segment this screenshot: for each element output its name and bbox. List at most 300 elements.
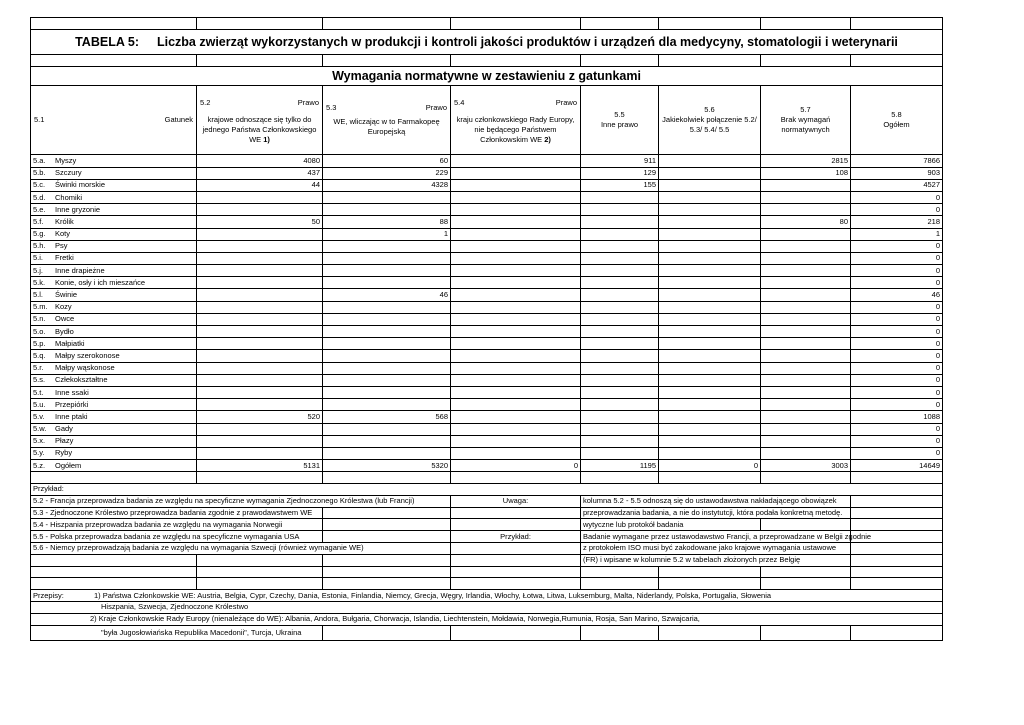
value-cell-c56 — [659, 191, 761, 203]
value-cell-c56 — [659, 386, 761, 398]
species-cell — [31, 216, 197, 228]
note-row — [31, 519, 943, 531]
value-cell-c58: 4527 — [851, 179, 943, 191]
species-name: Ogółem — [55, 460, 82, 470]
species-name: Kozy — [55, 302, 72, 312]
table-row — [31, 191, 943, 203]
value-cell-c58: 0 — [851, 277, 943, 289]
value-cell-c57 — [761, 374, 851, 386]
value-cell-c53: 88 — [323, 216, 451, 228]
value-cell-c57 — [761, 265, 851, 277]
header-code: 5.5 — [614, 110, 625, 120]
note-5-3: 5.3 - Zjednoczone Królestwo przeprowadza badania zgodnie z prawodawstwem WE — [31, 507, 323, 519]
species-name: Myszy — [55, 155, 77, 165]
header-text: Brak wymagań normatywnych — [780, 115, 831, 135]
note-row — [31, 507, 943, 519]
species-cell — [31, 265, 197, 277]
species-name: Psy — [55, 241, 68, 251]
value-cell-c52 — [197, 338, 323, 350]
value-cell-c55 — [581, 350, 659, 362]
species-code: 5.v. — [33, 411, 45, 421]
table-row — [31, 179, 943, 191]
value-cell-c52 — [197, 289, 323, 301]
species-code: 5.j. — [33, 265, 44, 275]
header-prawo: Prawo — [555, 98, 577, 108]
data-table — [30, 17, 943, 641]
footnote-2-text: 2) Kraje Członkowskie Rady Europy (nienależące do WE): Albania, Andora, Bułgaria, Chorwacja, Islandia, Liechtenstein, Mołdawia, Norwegia,Rumunia, Rosja, San Marino, Szwajcaria, — [90, 614, 700, 624]
value-cell-c53 — [323, 204, 451, 216]
note-uwaga-6: (FR) i wpisane w kolumnie 5.2 w tabelach złożonych przez Belgię — [581, 554, 851, 566]
value-cell-c52: 50 — [197, 216, 323, 228]
value-cell-c58: 0 — [851, 326, 943, 338]
header-label: Gatunek — [164, 115, 193, 125]
header-text: kraju członkowskiego Rady Europy, nie będącego Państwem Członkowskim WE — [456, 115, 575, 145]
value-cell-c55: 129 — [581, 167, 659, 179]
value-cell-c53: 568 — [323, 411, 451, 423]
value-cell-c56 — [659, 350, 761, 362]
value-cell-c57 — [761, 326, 851, 338]
header-code: 5.2 — [200, 98, 211, 108]
species-cell — [31, 423, 197, 435]
value-cell-c57 — [761, 423, 851, 435]
note-row — [31, 495, 943, 507]
species-rows — [31, 155, 943, 472]
value-cell-c52 — [197, 350, 323, 362]
table-row — [31, 350, 943, 362]
species-name: Koty — [55, 229, 71, 239]
value-cell-c54 — [451, 447, 581, 459]
value-cell-c57 — [761, 399, 851, 411]
value-cell-c56 — [659, 326, 761, 338]
species-cell — [31, 240, 197, 252]
value-cell-c58: 0 — [851, 447, 943, 459]
header-sup: 1) — [263, 135, 270, 145]
value-cell-c56 — [659, 338, 761, 350]
value-cell-c53 — [323, 362, 451, 374]
table-row — [31, 240, 943, 252]
species-code: 5.b. — [33, 168, 46, 178]
species-name: Szczury — [55, 168, 82, 178]
value-cell-c56 — [659, 447, 761, 459]
value-cell-c58: 1088 — [851, 411, 943, 423]
value-cell-c54 — [451, 167, 581, 179]
value-cell-c57: 108 — [761, 167, 851, 179]
value-cell-c53 — [323, 240, 451, 252]
value-cell-c52 — [197, 447, 323, 459]
value-cell-c55 — [581, 362, 659, 374]
species-code: 5.r. — [33, 363, 44, 373]
footnote-2b — [31, 625, 323, 640]
species-code: 5.z. — [33, 460, 46, 470]
header-code: 5.8 — [891, 110, 902, 120]
value-cell-c55: 911 — [581, 155, 659, 167]
note-uwaga-5: z protokołem ISO musi być zakodowane jako krajowe wymagania ustawowe — [581, 543, 851, 555]
header-text: krajowe odnoszące się tylko do jednego Państwa Członkowskiego — [202, 115, 317, 135]
value-cell-c52: 520 — [197, 411, 323, 423]
value-cell-c58: 0 — [851, 386, 943, 398]
value-cell-c52 — [197, 386, 323, 398]
table-row — [31, 289, 943, 301]
value-cell-c55 — [581, 313, 659, 325]
value-cell-c54 — [451, 435, 581, 447]
value-cell-c55 — [581, 435, 659, 447]
header-text: Ogółem — [883, 120, 910, 130]
value-cell-c54 — [451, 386, 581, 398]
header-sup: 2) — [544, 135, 551, 145]
footnote-row — [31, 590, 943, 602]
note-5-5: 5.5 - Polska przeprowadza badania ze względu na specyficzne wymagania USA — [31, 531, 323, 543]
value-cell-c56 — [659, 216, 761, 228]
species-code: 5.x. — [33, 436, 46, 446]
species-name: Człekokształtne — [55, 375, 108, 385]
value-cell-c53 — [323, 277, 451, 289]
note-row — [31, 554, 943, 566]
header-prawo: Prawo — [297, 98, 319, 108]
value-cell-c57: 2815 — [761, 155, 851, 167]
value-cell-c55 — [581, 228, 659, 240]
species-code: 5.p. — [33, 338, 46, 348]
note-row — [31, 484, 943, 496]
value-cell-c54 — [451, 326, 581, 338]
species-code: 5.a. — [33, 155, 46, 165]
table-label: TABELA 5: — [75, 35, 139, 50]
value-cell-c54 — [451, 289, 581, 301]
value-cell-c54 — [451, 216, 581, 228]
species-code: 5.q. — [33, 350, 46, 360]
value-cell-c52 — [197, 191, 323, 203]
blank-row — [31, 18, 943, 30]
blank-row — [31, 472, 943, 484]
species-name: Małpy wąskonose — [55, 363, 115, 373]
value-cell-c55 — [581, 191, 659, 203]
value-cell-c56 — [659, 411, 761, 423]
table-row — [31, 204, 943, 216]
species-name: Gady — [55, 424, 73, 434]
value-cell-c53: 229 — [323, 167, 451, 179]
value-cell-c54 — [451, 277, 581, 289]
species-code: 5.c. — [33, 180, 46, 190]
species-code: 5.t. — [33, 387, 44, 397]
species-code: 5.y. — [33, 448, 45, 458]
value-cell-c52: 4080 — [197, 155, 323, 167]
species-code: 5.m. — [33, 302, 48, 312]
table-row — [31, 326, 943, 338]
species-cell — [31, 460, 197, 472]
header-5-8 — [851, 86, 943, 155]
note-row — [31, 543, 943, 555]
value-cell-c58: 0 — [851, 399, 943, 411]
header-code: 5.3 — [326, 103, 337, 113]
value-cell-c54 — [451, 240, 581, 252]
species-cell — [31, 350, 197, 362]
value-cell-c52 — [197, 399, 323, 411]
value-cell-c57 — [761, 204, 851, 216]
species-cell — [31, 191, 197, 203]
species-cell — [31, 277, 197, 289]
table-row — [31, 277, 943, 289]
table-row — [31, 265, 943, 277]
value-cell-c54 — [451, 228, 581, 240]
value-cell-c56: 0 — [659, 460, 761, 472]
species-code: 5.k. — [33, 277, 46, 287]
header-row — [31, 86, 943, 155]
value-cell-c52 — [197, 301, 323, 313]
table-title-text: Liczba zwierząt wykorzystanych w produkcji i kontroli jakości produktów i urządzeń dla medycyny, stomatologii i weterynarii — [156, 35, 898, 50]
value-cell-c54 — [451, 374, 581, 386]
notes-section — [31, 472, 943, 640]
species-name: Świnie — [55, 290, 78, 300]
value-cell-c58: 903 — [851, 167, 943, 179]
species-code: 5.i. — [33, 253, 44, 263]
value-cell-c56 — [659, 423, 761, 435]
value-cell-c57 — [761, 301, 851, 313]
blank-row — [31, 566, 943, 578]
note-row — [31, 531, 943, 543]
value-cell-c56 — [659, 179, 761, 191]
note-5-4: 5.4 - Hiszpania przeprowadza badania ze względu na wymagania Norwegii — [31, 519, 323, 531]
species-name: Fretki — [55, 253, 74, 263]
table-row — [31, 399, 943, 411]
header-5-2 — [197, 86, 323, 155]
value-cell-c58: 0 — [851, 350, 943, 362]
value-cell-c55: 155 — [581, 179, 659, 191]
species-name: Małpiatki — [55, 338, 85, 348]
value-cell-c57 — [761, 338, 851, 350]
value-cell-c55 — [581, 252, 659, 264]
species-name: Ryby — [55, 448, 73, 458]
species-cell — [31, 204, 197, 216]
footnote-1 — [31, 590, 943, 602]
value-cell-c52 — [197, 435, 323, 447]
note-uwaga-label: Uwaga: — [451, 495, 581, 507]
species-cell — [31, 338, 197, 350]
value-cell-c57 — [761, 411, 851, 423]
header-code: 5.4 — [454, 98, 465, 108]
title-row — [31, 30, 943, 55]
value-cell-c58: 14649 — [851, 460, 943, 472]
species-cell — [31, 179, 197, 191]
species-cell — [31, 301, 197, 313]
species-name: Owce — [55, 314, 75, 324]
footnote-row — [31, 602, 943, 614]
value-cell-c57: 3003 — [761, 460, 851, 472]
value-cell-c54 — [451, 155, 581, 167]
blank-row — [31, 55, 943, 67]
species-cell — [31, 289, 197, 301]
value-cell-c54 — [451, 338, 581, 350]
value-cell-c52 — [197, 228, 323, 240]
value-cell-c52 — [197, 374, 323, 386]
header-5-6 — [659, 86, 761, 155]
value-cell-c54 — [451, 399, 581, 411]
note-uwaga-3: wytyczne lub protokół badania — [581, 519, 761, 531]
value-cell-c52 — [197, 277, 323, 289]
header-5-5 — [581, 86, 659, 155]
header-text: Inne prawo — [600, 120, 639, 130]
header-code: 5.7 — [800, 105, 811, 115]
value-cell-c58: 7866 — [851, 155, 943, 167]
value-cell-c53 — [323, 374, 451, 386]
value-cell-c58: 0 — [851, 252, 943, 264]
value-cell-c58: 0 — [851, 362, 943, 374]
note-uwaga-4: Badanie wymagane przez ustawodawstwo Francji, a przeprowadzane w Belgii zgodnie — [581, 531, 851, 543]
table-row — [31, 435, 943, 447]
value-cell-c52 — [197, 252, 323, 264]
value-cell-c54 — [451, 204, 581, 216]
table-row — [31, 313, 943, 325]
value-cell-c55 — [581, 423, 659, 435]
footnote-1-text: 1) Państwa Członkowskie WE: Austria, Belgia, Cypr, Czechy, Dania, Estonia, Finlandia, Niemcy, Grecja, Węgry, Irlandia, Włochy, Łotwa, Litwa, Luksemburg, Malta, Niderlandy, Polska, Portugalia, Słowenia — [93, 590, 772, 600]
species-cell — [31, 167, 197, 179]
value-cell-c55 — [581, 289, 659, 301]
value-cell-c55 — [581, 216, 659, 228]
value-cell-c53 — [323, 191, 451, 203]
species-cell — [31, 447, 197, 459]
value-cell-c56 — [659, 399, 761, 411]
species-name: Przepiórki — [55, 399, 89, 409]
value-cell-c52 — [197, 326, 323, 338]
species-name: Inne ptaki — [55, 411, 88, 421]
species-cell — [31, 374, 197, 386]
value-cell-c54 — [451, 301, 581, 313]
blank-row — [31, 578, 943, 590]
value-cell-c55 — [581, 326, 659, 338]
value-cell-c58: 0 — [851, 423, 943, 435]
footnote-row — [31, 625, 943, 640]
value-cell-c53: 5320 — [323, 460, 451, 472]
value-cell-c58: 46 — [851, 289, 943, 301]
value-cell-c55 — [581, 277, 659, 289]
header-text: WE, wliczając w to Farmakopeę Europejską — [333, 117, 440, 137]
value-cell-c57 — [761, 313, 851, 325]
value-cell-c53 — [323, 435, 451, 447]
value-cell-c53 — [323, 252, 451, 264]
value-cell-c58: 0 — [851, 338, 943, 350]
value-cell-c56 — [659, 240, 761, 252]
header-gatunek — [31, 86, 197, 155]
subtitle-row — [31, 67, 943, 86]
species-code: 5.u. — [33, 399, 46, 409]
header-5-4 — [451, 86, 581, 155]
value-cell-c56 — [659, 277, 761, 289]
value-cell-c55 — [581, 411, 659, 423]
value-cell-c57 — [761, 386, 851, 398]
value-cell-c56 — [659, 252, 761, 264]
value-cell-c58: 0 — [851, 191, 943, 203]
value-cell-c53 — [323, 386, 451, 398]
species-cell — [31, 252, 197, 264]
species-name: Małpy szerokonose — [55, 350, 120, 360]
value-cell-c54 — [451, 179, 581, 191]
value-cell-c55 — [581, 301, 659, 313]
species-name: Inne gryzonie — [55, 204, 101, 214]
value-cell-c58: 0 — [851, 435, 943, 447]
header-prawo: Prawo — [425, 103, 447, 113]
value-cell-c58: 218 — [851, 216, 943, 228]
value-cell-c57 — [761, 277, 851, 289]
value-cell-c55 — [581, 240, 659, 252]
value-cell-c53 — [323, 326, 451, 338]
value-cell-c53: 60 — [323, 155, 451, 167]
value-cell-c54 — [451, 411, 581, 423]
value-cell-c53 — [323, 350, 451, 362]
value-cell-c57: 80 — [761, 216, 851, 228]
species-name: Płazy — [55, 436, 74, 446]
value-cell-c53: 4328 — [323, 179, 451, 191]
table-row — [31, 252, 943, 264]
subtitle: Wymagania normatywne w zestawieniu z gatunkami — [31, 67, 943, 86]
value-cell-c55 — [581, 265, 659, 277]
header-text: Jakiekolwiek połączenie 5.2/ 5.3/ 5.4/ 5.5 — [662, 115, 757, 135]
footnote-1b-text: Hiszpania, Szwecja, Zjednoczone Królestwo — [101, 602, 249, 612]
species-name: Królik — [55, 216, 74, 226]
value-cell-c52 — [197, 265, 323, 277]
species-cell — [31, 326, 197, 338]
species-code: 5.d. — [33, 192, 46, 202]
value-cell-c55 — [581, 399, 659, 411]
species-name: Świnki morskie — [55, 180, 106, 190]
note-przyklad2-label: Przykład: — [451, 531, 581, 543]
species-name: Konie, osły i ich mieszańce — [55, 277, 146, 287]
note-5-2: 5.2 - Francja przeprowadza badania ze względu na specyficzne wymagania Zjednoczonego Królestwa (lub Francji) — [31, 495, 451, 507]
value-cell-c54: 0 — [451, 460, 581, 472]
value-cell-c54 — [451, 252, 581, 264]
value-cell-c53 — [323, 313, 451, 325]
header-5-3 — [323, 86, 451, 155]
species-code: 5.o. — [33, 326, 46, 336]
value-cell-c58: 0 — [851, 265, 943, 277]
table-row — [31, 411, 943, 423]
note-5-6: 5.6 - Niemcy przeprowadzają badania ze względu na wymagania Szwecji (również wymaganie WE) — [31, 543, 451, 555]
value-cell-c55 — [581, 374, 659, 386]
table-row — [31, 228, 943, 240]
table-title — [31, 30, 943, 55]
value-cell-c56 — [659, 265, 761, 277]
value-cell-c53 — [323, 399, 451, 411]
species-name: Inne ssaki — [55, 387, 89, 397]
header-code: 5.6 — [704, 105, 715, 115]
species-code: 5.h. — [33, 241, 46, 251]
value-cell-c56 — [659, 301, 761, 313]
value-cell-c53: 1 — [323, 228, 451, 240]
value-cell-c55 — [581, 338, 659, 350]
value-cell-c56 — [659, 362, 761, 374]
value-cell-c52: 437 — [197, 167, 323, 179]
species-name: Bydło — [55, 326, 74, 336]
value-cell-c55: 1195 — [581, 460, 659, 472]
species-code: 5.l. — [33, 290, 44, 300]
value-cell-c52 — [197, 240, 323, 252]
value-cell-c58: 0 — [851, 301, 943, 313]
value-cell-c54 — [451, 362, 581, 374]
value-cell-c56 — [659, 204, 761, 216]
species-cell — [31, 362, 197, 374]
footnote-1b — [31, 602, 943, 614]
value-cell-c57 — [761, 240, 851, 252]
value-cell-c57 — [761, 191, 851, 203]
value-cell-c54 — [451, 265, 581, 277]
species-name: Chomiki — [55, 192, 83, 202]
value-cell-c58: 0 — [851, 204, 943, 216]
value-cell-c54 — [451, 191, 581, 203]
table-row — [31, 460, 943, 472]
table-row — [31, 447, 943, 459]
value-cell-c54 — [451, 423, 581, 435]
value-cell-c56 — [659, 435, 761, 447]
value-cell-c56 — [659, 374, 761, 386]
note-przyklad-label: Przykład: — [31, 484, 943, 496]
value-cell-c55 — [581, 204, 659, 216]
